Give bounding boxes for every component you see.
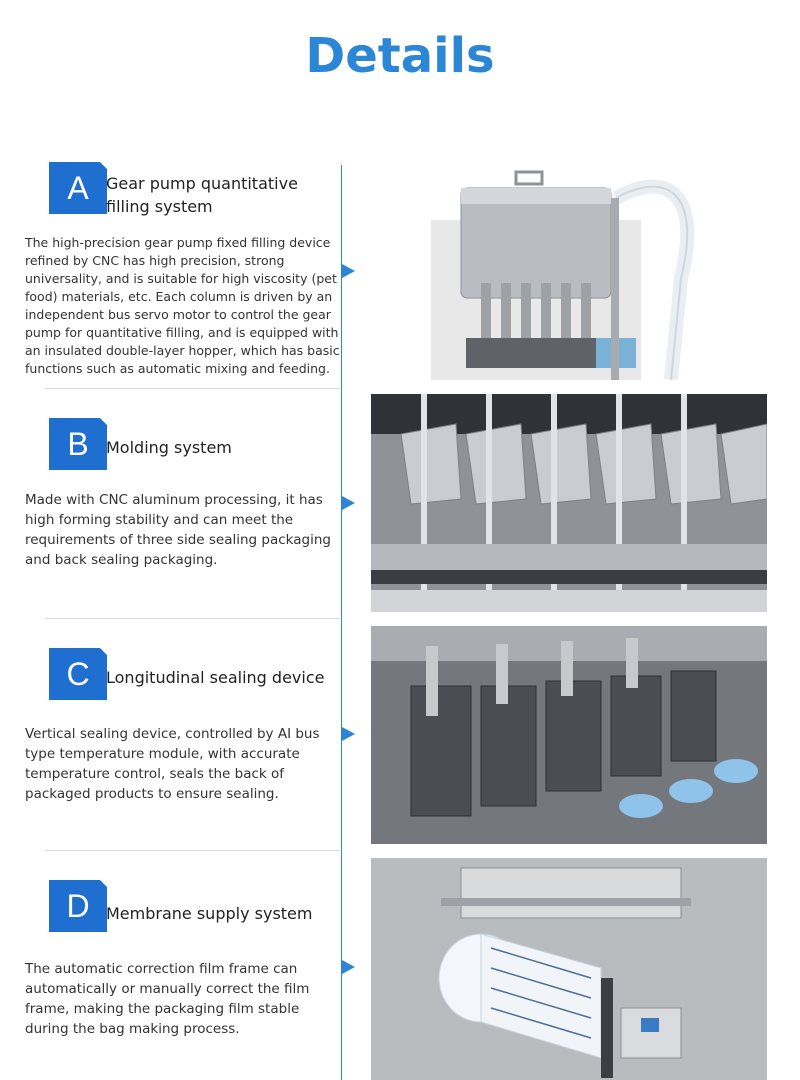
section-heading-b: Molding system [106, 438, 232, 457]
gear-pump-filling-machine-photo [371, 158, 767, 380]
section-badge-b: B [49, 418, 107, 470]
section-description-c: Vertical sealing device, controlled by AI bus type temperature module, with accurate temperature control, seals the back of packaged products to ensure sealing. [25, 726, 320, 802]
section-badge-a: A [49, 162, 107, 214]
section-heading-c: Longitudinal sealing device [106, 668, 325, 687]
timeline-arrow-d [342, 960, 355, 974]
section-divider [45, 388, 340, 389]
timeline-arrow-a [342, 264, 355, 278]
section-divider [45, 618, 340, 619]
membrane-supply-photo [371, 858, 767, 1080]
section-badge-c: C [49, 648, 107, 700]
page-title: Details [305, 28, 495, 84]
section-badge-d: D [49, 880, 107, 932]
section-description-d: The automatic correction film frame can automatically or manually correct the film frame, making the packaging film stable during the bag making process. [25, 961, 310, 1037]
section-heading-d: Membrane supply system [106, 904, 313, 923]
section-divider [45, 850, 340, 851]
section-heading-a: Gear pump quantitative filling system [106, 174, 298, 216]
section-description-b: Made with CNC aluminum processing, it has high forming stability and can meet the requirements of three side sealing packaging and back sealing packaging. [25, 492, 331, 568]
timeline-arrow-c [342, 727, 355, 741]
molding-system-photo [371, 394, 767, 612]
timeline-arrow-b [342, 496, 355, 510]
section-description-a: The high-precision gear pump fixed filling device refined by CNC has high precision, strong universality, and is suitable for high viscosity (pet food) materials, etc. Each column is driven by an independent bus servo motor to control the gear pump for quantitative filling, and is equipped with an insulated double-layer hopper, which has basic functions such as automatic mixing and feeding. [25, 235, 340, 376]
longitudinal-sealing-photo [371, 626, 767, 844]
